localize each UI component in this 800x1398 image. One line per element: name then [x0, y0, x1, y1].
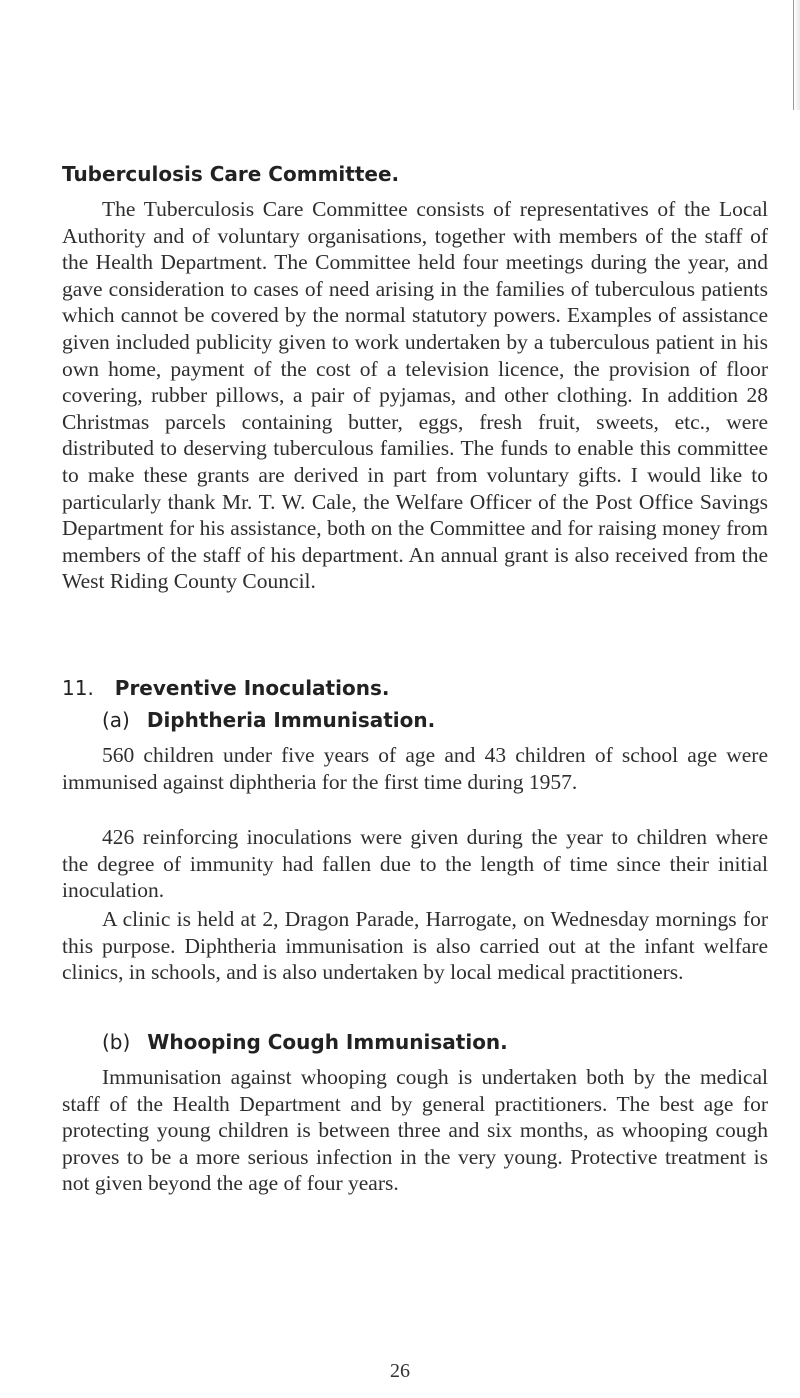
whooping-paragraph: Immunisation against whooping cough is undertaken both by the medical staff of the Health Department and by general practitioners. The best age for protecting young children is between three and six months, as whooping cough proves to be a more serious infection in the very young. Protective treatment is not given beyond the age of four years.: [62, 1065, 768, 1196]
page-number: 26: [390, 1360, 410, 1382]
preventive-heading-text: Preventive Inoculations.: [114, 676, 390, 700]
subsection-label-b: (b): [102, 1030, 131, 1054]
diphtheria-paragraph-2: 426 reinforcing inoculations were given during the year to children where the degree of immunity had fallen due to the length of time since their initial inoculation.: [62, 825, 768, 903]
page-edge: [793, 0, 800, 110]
diphtheria-paragraph-1: 560 children under five years of age and 43 children of school age were immunised against diphtheria for the first time during 1957.: [62, 743, 768, 794]
preventive-heading: [62, 676, 389, 700]
tb-committee-paragraph: The Tuberculosis Care Committee consists of representatives of the Local Authority and of voluntary organisations, together with members of the staff of the Health Department. The Committee held four meetings during the year, and gave consideration to cases of need arising in the families of tuberculous patients which cannot be covered by the normal statutory powers. Examples of assistance given included publicity given to work undertaken by a tuberculous patient in his own home, payment of the cost of a television licence, the provision of floor covering, rubber pillows, a pair of pyjamas, and other clothing. In addition 28 Christmas parcels containing butter, eggs, fresh fruit, sweets, etc., were distributed to deserving tuberculous families. The funds to enable this committee to make these grants are derived in part from voluntary gifts. I would like to particularly thank Mr. T. W. Cale, the Welfare Officer of the Post Office Savings Department for his assistance, both on the Committee and for raising money from members of the staff of his department. An annual grant is also received from the West Riding County Council.: [62, 197, 768, 594]
tb-committee-heading: Tuberculosis Care Committee.: [62, 162, 400, 186]
diphtheria-heading-text: Diphtheria Immunisation.: [146, 708, 436, 732]
whooping-heading-text: Whooping Cough Immunisation.: [147, 1030, 508, 1054]
diphtheria-paragraph-3: A clinic is held at 2, Dragon Parade, Harrogate, on Wednesday mornings for this purpose. Diphtheria immunisation is also carried out at the infant welfare clinics, in schools, and is also undertaken by local medical practitioners.: [62, 907, 768, 985]
whooping-heading: [102, 1030, 508, 1054]
diphtheria-heading: [102, 708, 435, 732]
subsection-label-a: (a): [102, 708, 130, 732]
section-number: 11.: [62, 676, 94, 700]
